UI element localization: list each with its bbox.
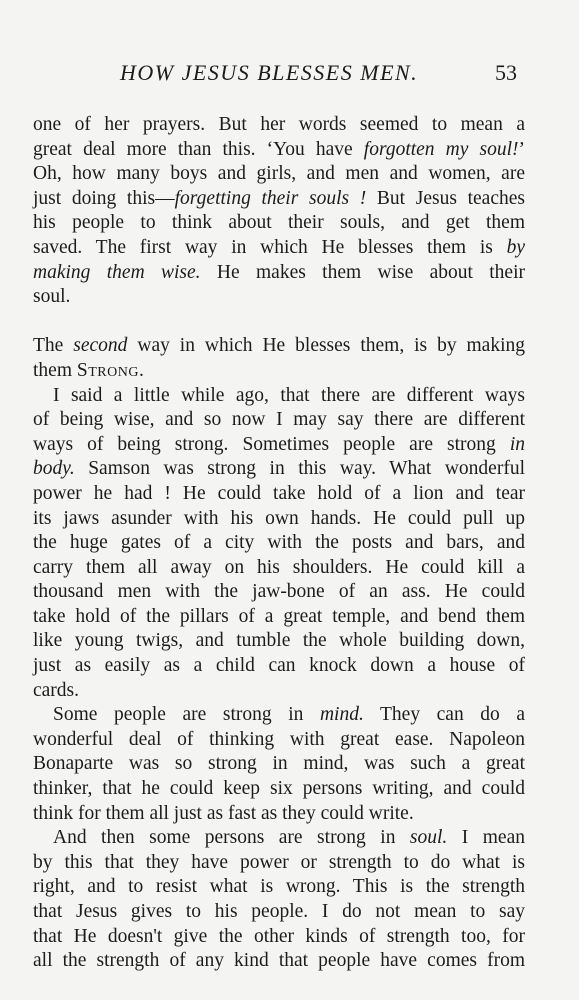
text-line xyxy=(33,433,525,458)
text-line xyxy=(33,138,525,163)
text-run: Some people are strong in xyxy=(53,704,320,726)
text-line xyxy=(33,236,525,261)
text-run: ’ xyxy=(518,138,525,160)
page-number: 53 xyxy=(495,60,517,85)
text-run: thinker, that he could keep six persons writing, and could xyxy=(33,778,525,800)
text-line xyxy=(33,162,525,187)
page-header xyxy=(0,60,579,90)
text-run: The xyxy=(33,335,74,357)
small-caps-text: Strong. xyxy=(76,359,145,381)
text-run: They can do a xyxy=(363,704,525,726)
text-line xyxy=(33,580,525,605)
text-run: its jaws asunder with his own hands. He could pull up xyxy=(33,507,525,529)
text-run: like young twigs, and tumble the whole building down, xyxy=(33,630,525,652)
text-run: that Jesus gives to his people. I do not mean to say xyxy=(33,901,525,922)
text-run: way in which He blesses them, is by making xyxy=(127,335,525,357)
text-run: of being wise, and so now I may say there are different xyxy=(33,409,525,431)
italic-text: second xyxy=(73,335,128,357)
text-run: by this that they have power or strength to do what is xyxy=(33,851,525,873)
italic-text: soul. xyxy=(409,827,448,849)
text-line xyxy=(33,703,525,728)
text-run: great deal more than this. ‘You have xyxy=(33,138,364,160)
text-run: ways of being strong. Sometimes people are strong xyxy=(33,433,510,455)
text-run: think for them all just as fast as they could write. xyxy=(33,802,414,824)
text-run: the huge gates of a city with the posts and bars, and xyxy=(33,532,525,554)
text-line xyxy=(33,777,525,802)
text-line xyxy=(33,113,525,138)
text-run: carry them all away on his shoulders. He could kill a xyxy=(33,556,525,578)
text-run: Samson was strong in this way. What wonderful xyxy=(74,458,525,480)
text-line xyxy=(33,457,525,482)
text-line xyxy=(33,261,525,286)
italic-text: forgetting their souls ! xyxy=(174,187,367,209)
italic-text: mind. xyxy=(319,704,364,726)
text-line xyxy=(33,334,525,359)
text-run: his people to think about their souls, and get them xyxy=(33,212,525,234)
text-line xyxy=(33,531,525,556)
text-run: that He doesn't give the other kinds of strength too, for xyxy=(33,925,525,947)
italic-text: body. xyxy=(33,458,75,480)
text-line xyxy=(33,851,525,876)
text-line xyxy=(33,802,525,827)
text-run: power he had ! He could take hold of a lion and tear xyxy=(33,482,525,504)
text-run: And then some persons are strong in xyxy=(53,827,410,849)
text-run: Bonaparte was so strong in mind, was such a great xyxy=(33,753,525,775)
text-run: just as easily as a child can knock down a house of xyxy=(33,655,525,677)
italic-text: making them wise. xyxy=(33,261,201,283)
text-line xyxy=(33,925,525,950)
running-head: HOW JESUS BLESSES MEN. xyxy=(120,60,419,85)
text-line xyxy=(33,507,525,532)
text-run: I mean xyxy=(447,827,525,849)
text-line xyxy=(33,187,525,212)
text-run: He makes them wise about their xyxy=(200,261,525,283)
text-line xyxy=(33,384,525,409)
text-run: cards. xyxy=(33,679,80,701)
text-run: Oh, how many boys and girls, and men and women, are xyxy=(33,163,525,185)
text-line xyxy=(33,359,525,384)
text-line xyxy=(33,482,525,507)
text-run: all the strength of any kind that people have comes from xyxy=(33,950,525,972)
text-run: I said a little while ago, that there are different ways xyxy=(53,384,525,406)
paragraph-gap xyxy=(33,310,525,335)
text-run: But Jesus teaches xyxy=(366,187,525,209)
text-run: them xyxy=(33,359,77,381)
text-line xyxy=(33,875,525,900)
text-line xyxy=(33,900,525,925)
text-line xyxy=(33,285,525,310)
text-line xyxy=(33,949,525,974)
text-run: right, and to resist what is wrong. This is the strength xyxy=(33,876,525,898)
text-line xyxy=(33,826,525,851)
text-run: just doing this— xyxy=(33,187,175,209)
text-line xyxy=(33,728,525,753)
text-run: one of her prayers. But her words seemed to mean a xyxy=(33,114,525,135)
text-run: take hold of the pillars of a great temple, and bend them xyxy=(33,605,525,627)
text-line xyxy=(33,408,525,433)
italic-text: in xyxy=(509,433,525,455)
text-line xyxy=(33,211,525,236)
text-run: saved. The first way in which He blesses them is xyxy=(33,236,507,258)
text-run: thousand men with the jaw-bone of an ass. He could xyxy=(33,581,525,603)
text-line xyxy=(33,679,525,704)
text-run: wonderful deal of thinking with great ease. Napoleon xyxy=(33,728,525,750)
italic-text: by xyxy=(506,236,525,258)
text-line xyxy=(33,752,525,777)
text-line xyxy=(33,654,525,679)
text-run: soul. xyxy=(33,286,71,308)
text-line xyxy=(33,629,525,654)
text-line xyxy=(33,556,525,581)
text-line xyxy=(33,605,525,630)
italic-text: forgotten my soul! xyxy=(363,138,519,160)
body-text xyxy=(33,113,525,974)
